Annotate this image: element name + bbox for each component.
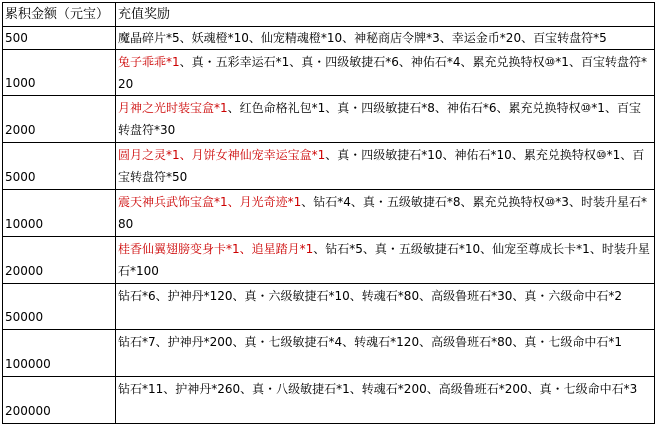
amount-cell: 100000 [3, 330, 116, 377]
amount-cell: 2000 [3, 96, 116, 143]
reward-text: 钻石*11、护神丹*260、真・八级敏捷石*1、转魂石*200、高级鲁班石*200、真・七级命中石*3 [118, 382, 638, 396]
reward-column-header: 充值奖励 [116, 3, 655, 27]
reward-highlight: 兔子乖乖*1 [118, 55, 180, 69]
reward-cell [116, 27, 655, 50]
table-row [3, 50, 655, 96]
reward-cell [116, 50, 655, 96]
reward-cell [116, 143, 655, 190]
table-row [3, 96, 655, 143]
reward-text: 、红色命格礼包*1、真・四级敏捷石*8、神佑石*6、累充兑换特权⑩*1、百宝转盘符*30 [118, 101, 641, 137]
reward-text: 、真・四级敏捷石*10、神佑石*10、累充兑换特权⑩*1、百宝转盘符*50 [118, 148, 645, 184]
amount-cell: 1000 [3, 50, 116, 96]
reward-text: 、真・五彩幸运石*1、真・四级敏捷石*6、神佑石*4、累充兑换特权⑩*1、百宝转盘符*20 [118, 55, 647, 91]
amount-cell: 200000 [3, 377, 116, 424]
table-row [3, 27, 655, 50]
amount-column-header: 累积金额（元宝） [3, 3, 116, 27]
reward-cell [116, 377, 655, 424]
amount-cell: 500 [3, 27, 116, 50]
table-row [3, 143, 655, 190]
table-header-row [3, 3, 655, 27]
reward-text: 、钻石*5、真・五级敏捷石*10、仙宠至尊成长卡*1、时装升星石*100 [118, 242, 650, 278]
reward-text: 魔晶碎片*5、妖魂橙*10、仙宠精魂橙*10、神秘商店令牌*3、幸运金币*20、百宝转盘符*5 [118, 31, 607, 45]
reward-highlight: 月神之光时装宝盒*1 [118, 101, 228, 115]
amount-cell: 10000 [3, 190, 116, 237]
reward-highlight: 桂香仙翼翅膀变身卡*1、追星踏月*1 [118, 242, 314, 256]
table-row [3, 190, 655, 237]
reward-text: 、钻石*4、真・五级敏捷石*8、累充兑换特权⑩*3、时装升星石*80 [118, 195, 647, 231]
amount-cell: 20000 [3, 237, 116, 284]
reward-table-container [2, 2, 654, 424]
reward-cell [116, 96, 655, 143]
table-row [3, 284, 655, 330]
reward-text: 钻石*7、护神丹*200、真・七级敏捷石*4、转魂石*120、高级鲁班石*80、真・七级命中石*1 [118, 335, 622, 349]
recharge-reward-table [2, 2, 655, 424]
reward-cell [116, 284, 655, 330]
reward-cell [116, 190, 655, 237]
table-row [3, 377, 655, 424]
reward-highlight: 圆月之灵*1、月饼女神仙宠幸运宝盒*1 [118, 148, 326, 162]
table-row [3, 330, 655, 377]
reward-highlight: 震天神兵武饰宝盒*1、月光奇迹*1 [118, 195, 302, 209]
amount-cell: 5000 [3, 143, 116, 190]
reward-cell [116, 237, 655, 284]
amount-cell: 50000 [3, 284, 116, 330]
reward-text: 钻石*6、护神丹*120、真・六级敏捷石*10、转魂石*80、高级鲁班石*30、真・六级命中石*2 [118, 289, 622, 303]
table-row [3, 237, 655, 284]
reward-cell [116, 330, 655, 377]
